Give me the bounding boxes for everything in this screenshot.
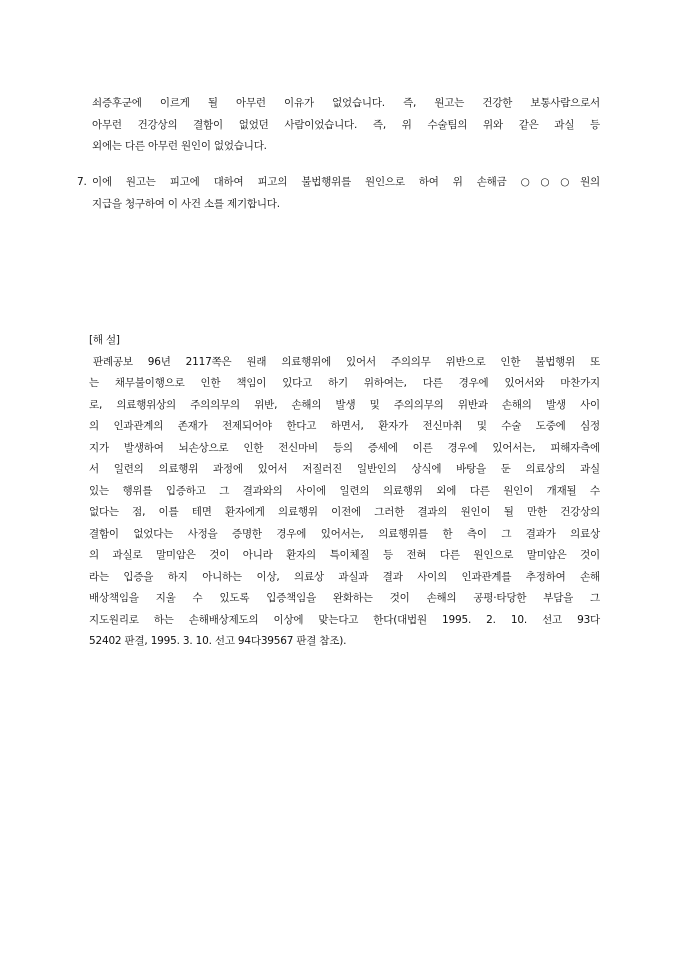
text-line: 52402 판결, 1995. 3. 10. 선고 94다39567 판결 참조). [89,635,347,647]
text-line: 외에는 다른 아무런 원인이 없었습니다. [92,140,267,152]
text-line: 로, 의료행위상의 주의의무의 위반, 손해의 발생 및 주의의무의 위반과 손해의 발생 사이 [89,398,600,411]
item-number: 7. [77,176,87,188]
text-line: 의 과실로 말미암은 것이 아니라 환자의 특이체질 등 전혀 다른 원인으로 말미암은 것이 [89,549,600,561]
text-line: 서 일련의 의료행위 과정에 있어서 저질러진 일반인의 상식에 바탕을 둔 의료상의 과실 [89,463,600,475]
text-line: 아무런 건강상의 결함이 없었던 사람이었습니다. 즉, 위 수술팀의 위와 같은 과실 등 [92,118,600,131]
text-line: 라는 입증을 하지 아니하는 이상, 의료상 과실과 결과 사이의 인과관계를 추정하여 손해 [89,570,600,583]
text-line: 있는 행위를 입증하고 그 결과와의 사이에 일련의 의료행위 외에 다른 원인이 개재될 수 [89,484,600,497]
text-line: 없다는 점, 이를 테면 환자에게 의료행위 이전에 그러한 결과의 원인이 될 만한 건강상의 [89,506,600,518]
text-line: 의 인과관계의 존재가 전제되어야 한다고 하면서, 환자가 전신마취 및 수술 도중에 심정 [89,420,600,432]
text-line: 판례공보 96년 2117쪽은 원래 의료행위에 있어서 주의의무 위반으로 인한 불법행위 또 [93,355,600,368]
text-line: 결함이 없었다는 사정을 증명한 경우에 있어서는, 의료행위를 한 측이 그 결과가 의료상 [89,527,600,540]
commentary-heading: [해 설] [89,334,120,346]
item-body [92,172,600,215]
text-line: 는 채무불이행으로 인한 책임이 있다고 하기 위하여는, 다른 경우에 있어서와 마찬가지 [89,377,600,389]
text-line: 지가 발생하여 뇌손상으로 인한 전신마비 등의 증세에 이른 경우에 있어서는, 피해자측에 [89,441,600,454]
text-line: 쇠증후군에 이르게 될 아무런 이유가 없었습니다. 즉, 원고는 건강한 보통사람으로서 [92,97,600,109]
text-line: 배상책임을 지울 수 있도록 입증책임을 완화하는 것이 손해의 공평·타당한 부담을 그 [89,592,600,604]
text-line: 이에 원고는 피고에 대하여 피고의 불법행위를 원인으로 하여 위 손해금 ○○○원의 [92,176,600,188]
continuation-paragraph [92,93,600,158]
text-line: 지급을 청구하여 이 사건 소를 제기합니다. [92,197,280,210]
text-line: 지도원리로 하는 손해배상제도의 이상에 맞는다고 한다(대법원 1995. 2. 10. 선고 93다 [89,613,600,626]
commentary-section [89,330,600,653]
